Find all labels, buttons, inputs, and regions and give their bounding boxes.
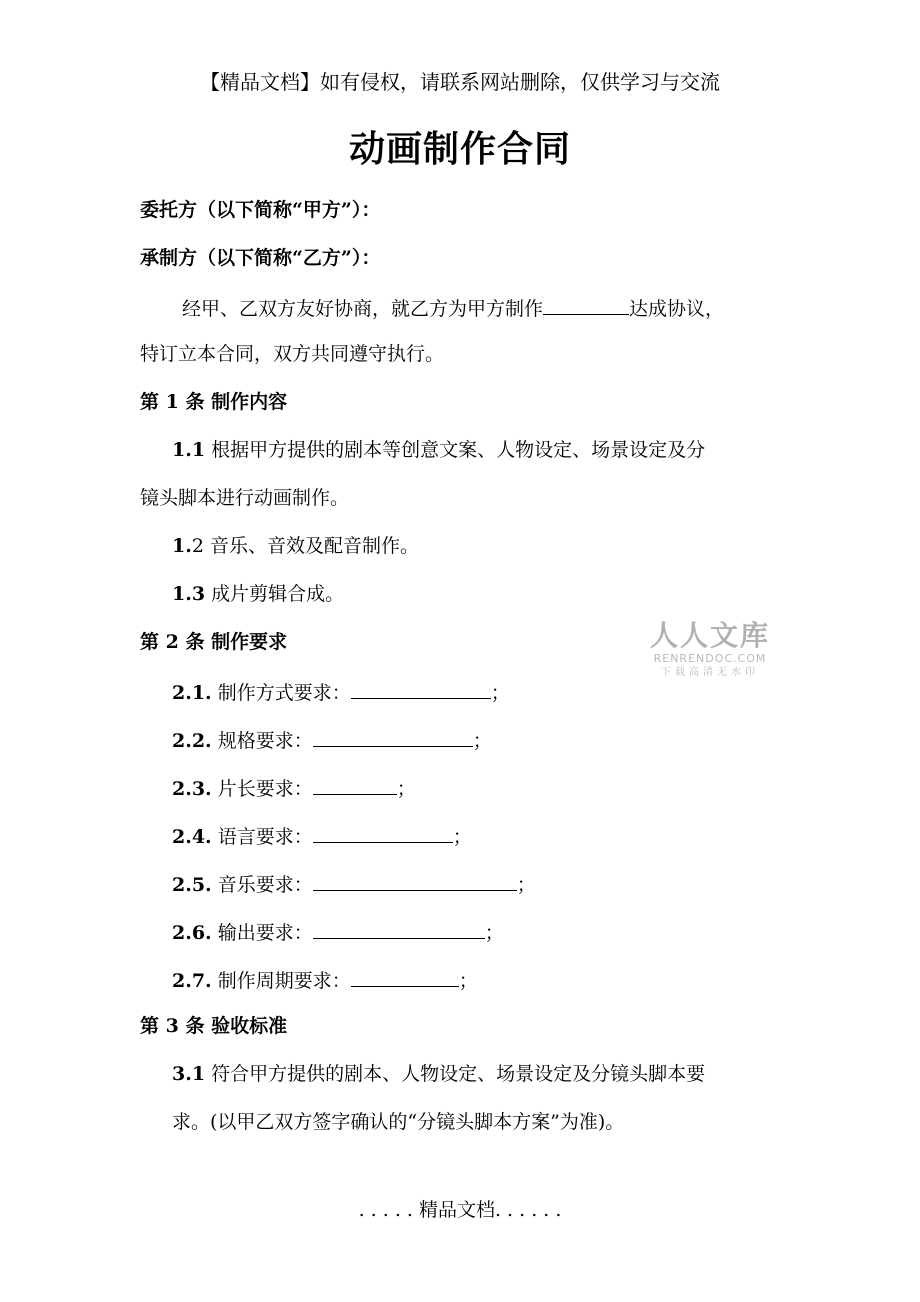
clause-label: 语言要求：: [211, 826, 313, 848]
fill-blank: [313, 822, 453, 843]
clause-number: 3.1: [172, 1063, 206, 1085]
clause-text: 根据甲方提供的剧本等创意文案、人物设定、场景设定及分: [205, 439, 706, 461]
intro-text-post: 达成协议，: [629, 298, 725, 320]
clause-2-4: [172, 822, 472, 849]
fill-blank: [351, 678, 491, 699]
fill-blank: [313, 726, 473, 747]
watermark-brand: 人人文库: [649, 619, 770, 652]
renrendoc-watermark: [645, 620, 775, 680]
fill-blank: [351, 966, 459, 987]
intro-line-2: 特订立本合同，双方共同遵守执行。: [140, 343, 445, 365]
clause-number: 2.6.: [172, 922, 212, 944]
clause-number: 2.1.: [172, 682, 212, 704]
clause-number: 2.4.: [172, 826, 212, 848]
clause-end: ；: [452, 826, 472, 848]
clause-2-2: [172, 726, 492, 753]
clause-label: 制作周期要求：: [211, 970, 351, 992]
clause-1-1-line-2: 镜头脚本进行动画制作。: [140, 487, 350, 509]
clause-number: 2.7.: [172, 970, 212, 992]
clause-text: 音乐、音效及配音制作。: [203, 535, 419, 557]
clause-end: ；: [490, 682, 510, 704]
clause-number: 2.3.: [172, 778, 212, 800]
clause-label: 制作方式要求：: [211, 682, 351, 704]
party-b-label: 承制方（以下简称“乙方”）：: [140, 247, 381, 269]
clause-1-1-line-1: [172, 438, 705, 462]
intro-text-pre: 经甲、乙双方友好协商，就乙方为甲方制作: [182, 298, 544, 320]
clause-text: 符合甲方提供的剧本、人物设定、场景设定及分镜头脚本要: [205, 1063, 706, 1085]
article-3-heading: 第 3 条 验收标准: [140, 1015, 288, 1037]
party-a-label: 委托方（以下简称“甲方”）：: [140, 199, 381, 221]
clause-end: ；: [396, 778, 416, 800]
clause-2-1: [172, 678, 510, 705]
clause-end: ；: [516, 874, 536, 896]
fill-blank: [313, 870, 517, 891]
article-2-heading: 第 2 条 制作要求: [140, 631, 288, 653]
document-title: 动画制作合同: [348, 128, 571, 170]
footer-notice: . . . . . 精品文档. . . . . .: [358, 1199, 562, 1221]
fill-blank: [313, 774, 397, 795]
clause-1-3: [172, 582, 344, 606]
clause-number: 2.2.: [172, 730, 212, 752]
clause-end: ；: [484, 922, 504, 944]
banner-notice: 【精品文档】如有侵权，请联系网站删除，仅供学习与交流: [200, 70, 720, 94]
clause-number-rest: 2: [191, 535, 204, 557]
watermark-slogan: 下载高清无水印: [661, 667, 759, 678]
clause-label: 音乐要求：: [211, 874, 313, 896]
clause-label: 输出要求：: [211, 922, 313, 944]
clause-1-2: [172, 534, 419, 558]
clause-text: 成片剪辑合成。: [205, 583, 345, 605]
article-1-heading: 第 1 条 制作内容: [140, 391, 288, 413]
project-name-blank: [543, 294, 629, 315]
clause-label: 规格要求：: [211, 730, 313, 752]
intro-line-1: [182, 294, 724, 321]
clause-end: ；: [472, 730, 492, 752]
clause-2-7: [172, 966, 478, 993]
clause-label: 片长要求：: [211, 778, 313, 800]
clause-number: 2.5.: [172, 874, 212, 896]
clause-3-1-line-1: [172, 1062, 705, 1086]
clause-number: 1.3: [172, 583, 206, 605]
clause-2-6: [172, 918, 504, 945]
clause-3-1-line-2: 求。(以甲乙双方签字确认的“分镜头脚本方案”为准)。: [172, 1111, 625, 1133]
clause-2-3: [172, 774, 416, 801]
clause-end: ；: [458, 970, 478, 992]
clause-number: 1.1: [172, 439, 206, 461]
watermark-url: RENRENDOC.COM: [653, 652, 767, 665]
clause-number: 1.: [172, 535, 192, 557]
fill-blank: [313, 918, 485, 939]
clause-2-5: [172, 870, 536, 897]
